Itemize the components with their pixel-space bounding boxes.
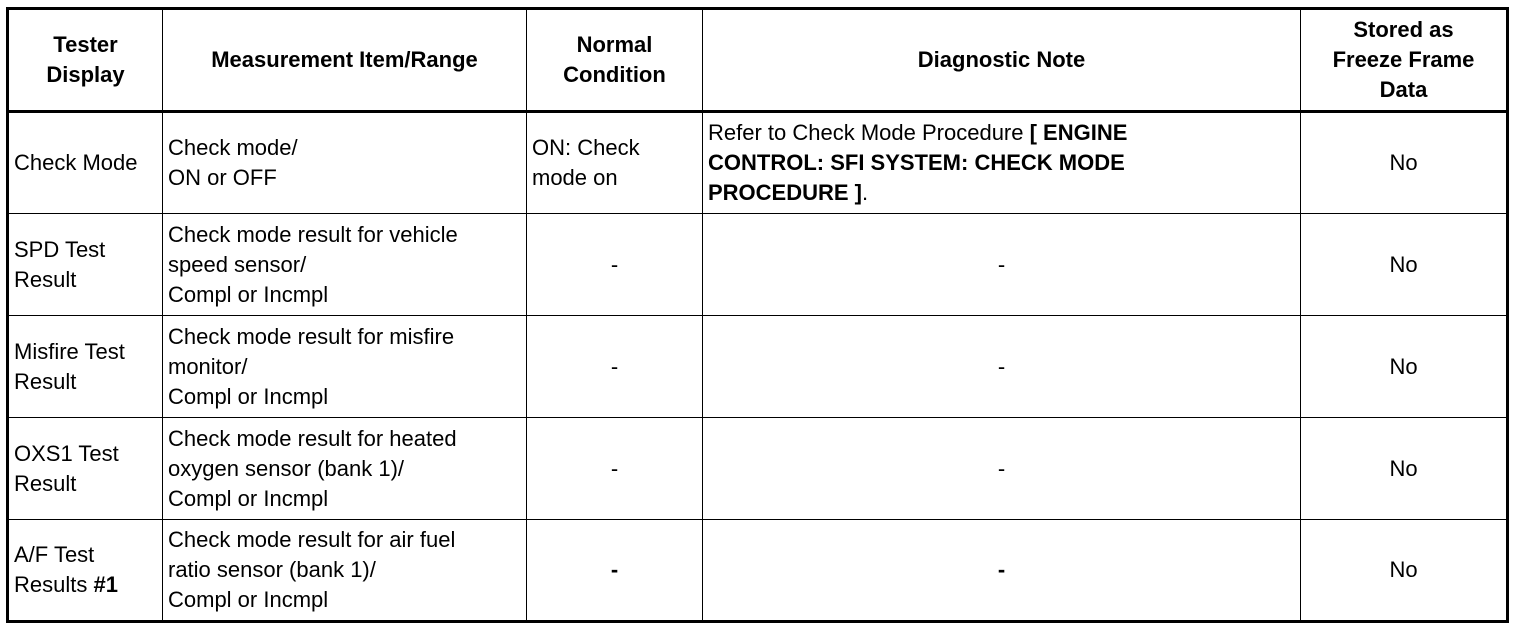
cell-normal-condition: - bbox=[527, 316, 703, 418]
cell-measurement-item: Check mode result for vehicle speed sensor/ Compl or Incmpl bbox=[163, 214, 527, 316]
cell-diagnostic-note bbox=[703, 112, 1301, 214]
note-text: Refer to Check Mode Procedure bbox=[708, 120, 1030, 145]
procedure-link-text: CONTROL: SFI SYSTEM: CHECK MODE bbox=[708, 150, 1125, 175]
cell-freeze-frame: No bbox=[1301, 520, 1508, 622]
header-measurement-item: Measurement Item/Range bbox=[163, 9, 527, 112]
procedure-link-text: PROCEDURE ] bbox=[708, 180, 863, 205]
header-normal-condition: Normal Condition bbox=[527, 9, 703, 112]
cell-measurement-item: Check mode/ ON or OFF bbox=[163, 112, 527, 214]
cell-measurement-item: Check mode result for air fuel ratio sensor (bank 1)/ Compl or Incmpl bbox=[163, 520, 527, 622]
header-diagnostic-note: Diagnostic Note bbox=[703, 9, 1301, 112]
cell-measurement-item: Check mode result for misfire monitor/ Compl or Incmpl bbox=[163, 316, 527, 418]
cell-diagnostic-note: - bbox=[703, 418, 1301, 520]
cell-diagnostic-note: - bbox=[703, 520, 1301, 622]
cell-normal-condition: - bbox=[527, 214, 703, 316]
note-period: . bbox=[862, 180, 869, 205]
cell-tester-display: OXS1 Test Result bbox=[8, 418, 163, 520]
data-list-table bbox=[6, 7, 1509, 623]
cell-freeze-frame: No bbox=[1301, 316, 1508, 418]
header-row bbox=[8, 9, 1508, 112]
procedure-link-text: [ ENGINE bbox=[1029, 120, 1128, 145]
cell-normal-condition: ON: Check mode on bbox=[527, 112, 703, 214]
cell-normal-condition: - bbox=[527, 418, 703, 520]
cell-tester-display: Check Mode bbox=[8, 112, 163, 214]
table-row bbox=[8, 520, 1508, 622]
cell-tester-display: Misfire Test Result bbox=[8, 316, 163, 418]
cell-diagnostic-note: - bbox=[703, 316, 1301, 418]
table-row bbox=[8, 112, 1508, 214]
table-row bbox=[8, 418, 1508, 520]
cell-tester-display: SPD Test Result bbox=[8, 214, 163, 316]
header-freeze-frame: Stored as Freeze Frame Data bbox=[1301, 9, 1508, 112]
data-list-table-container bbox=[6, 7, 1506, 623]
cell-freeze-frame: No bbox=[1301, 214, 1508, 316]
cell-measurement-item: Check mode result for heated oxygen sensor (bank 1)/ Compl or Incmpl bbox=[163, 418, 527, 520]
cell-freeze-frame: No bbox=[1301, 112, 1508, 214]
cell-freeze-frame: No bbox=[1301, 418, 1508, 520]
cell-tester-display: A/F Test Results #1 bbox=[8, 520, 163, 622]
header-tester-display: Tester Display bbox=[8, 9, 163, 112]
table-row bbox=[8, 316, 1508, 418]
cell-diagnostic-note: - bbox=[703, 214, 1301, 316]
cell-normal-condition: - bbox=[527, 520, 703, 622]
table-row bbox=[8, 214, 1508, 316]
